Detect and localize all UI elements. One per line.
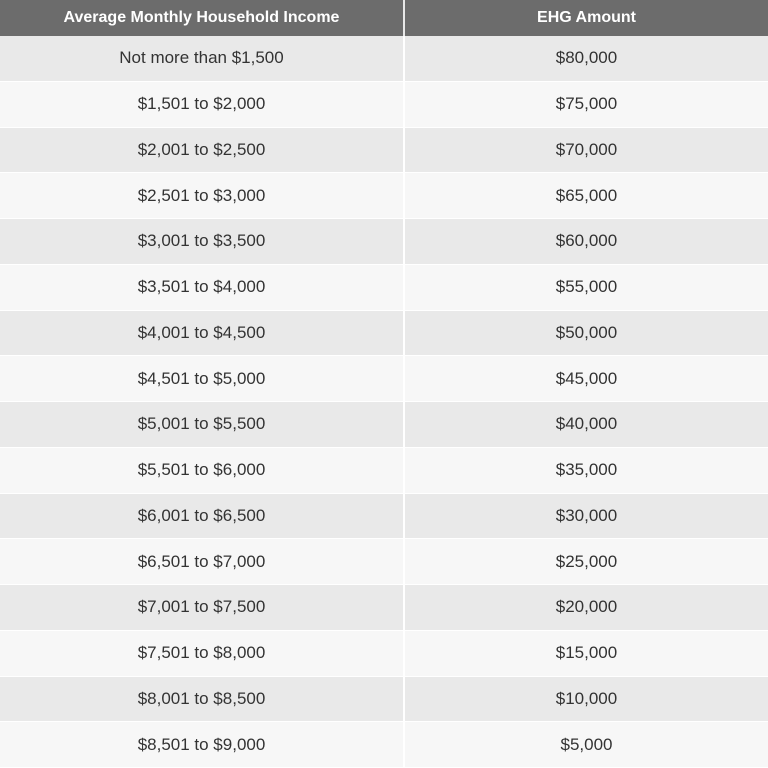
table-row (0, 539, 768, 585)
table-row (0, 356, 768, 402)
income-range-cell: $5,001 to $5,500 (0, 402, 404, 448)
income-range-cell: $1,501 to $2,000 (0, 81, 404, 127)
income-range-cell: $3,001 to $3,500 (0, 219, 404, 265)
ehg-amount-cell: $35,000 (404, 447, 768, 493)
ehg-amount-cell: $15,000 (404, 630, 768, 676)
ehg-amount-cell: $20,000 (404, 585, 768, 631)
table-body (0, 36, 768, 768)
table-row (0, 630, 768, 676)
income-range-cell: $7,001 to $7,500 (0, 585, 404, 631)
ehg-amount-cell: $50,000 (404, 310, 768, 356)
ehg-amount-cell: $30,000 (404, 493, 768, 539)
income-range-cell: $5,501 to $6,000 (0, 447, 404, 493)
income-range-cell: $7,501 to $8,000 (0, 630, 404, 676)
income-range-cell: $4,501 to $5,000 (0, 356, 404, 402)
ehg-amount-cell: $75,000 (404, 81, 768, 127)
ehg-amount-cell: $40,000 (404, 402, 768, 448)
income-range-cell: $2,001 to $2,500 (0, 127, 404, 173)
table-row (0, 81, 768, 127)
table-row (0, 722, 768, 768)
ehg-amount-cell: $65,000 (404, 173, 768, 219)
table-row (0, 127, 768, 173)
income-range-cell: $8,501 to $9,000 (0, 722, 404, 768)
table-row (0, 173, 768, 219)
table-row (0, 402, 768, 448)
ehg-amount-cell: $25,000 (404, 539, 768, 585)
ehg-amount-cell: $60,000 (404, 219, 768, 265)
income-range-cell: $3,501 to $4,000 (0, 264, 404, 310)
table-header-row (0, 0, 768, 36)
income-range-cell: $8,001 to $8,500 (0, 676, 404, 722)
table-row (0, 264, 768, 310)
header-income: Average Monthly Household Income (0, 0, 404, 36)
table-row (0, 36, 768, 81)
ehg-amount-cell: $55,000 (404, 264, 768, 310)
ehg-amount-cell: $10,000 (404, 676, 768, 722)
income-range-cell: $2,501 to $3,000 (0, 173, 404, 219)
table-row (0, 493, 768, 539)
income-range-cell: $4,001 to $4,500 (0, 310, 404, 356)
ehg-amount-cell: $45,000 (404, 356, 768, 402)
income-range-cell: $6,501 to $7,000 (0, 539, 404, 585)
ehg-amount-cell: $70,000 (404, 127, 768, 173)
header-ehg-amount: EHG Amount (404, 0, 768, 36)
table-row (0, 310, 768, 356)
ehg-amount-cell: $5,000 (404, 722, 768, 768)
table-row (0, 219, 768, 265)
income-range-cell: Not more than $1,500 (0, 36, 404, 81)
ehg-amount-cell: $80,000 (404, 36, 768, 81)
table-row (0, 585, 768, 631)
table-row (0, 676, 768, 722)
income-range-cell: $6,001 to $6,500 (0, 493, 404, 539)
table-row (0, 447, 768, 493)
